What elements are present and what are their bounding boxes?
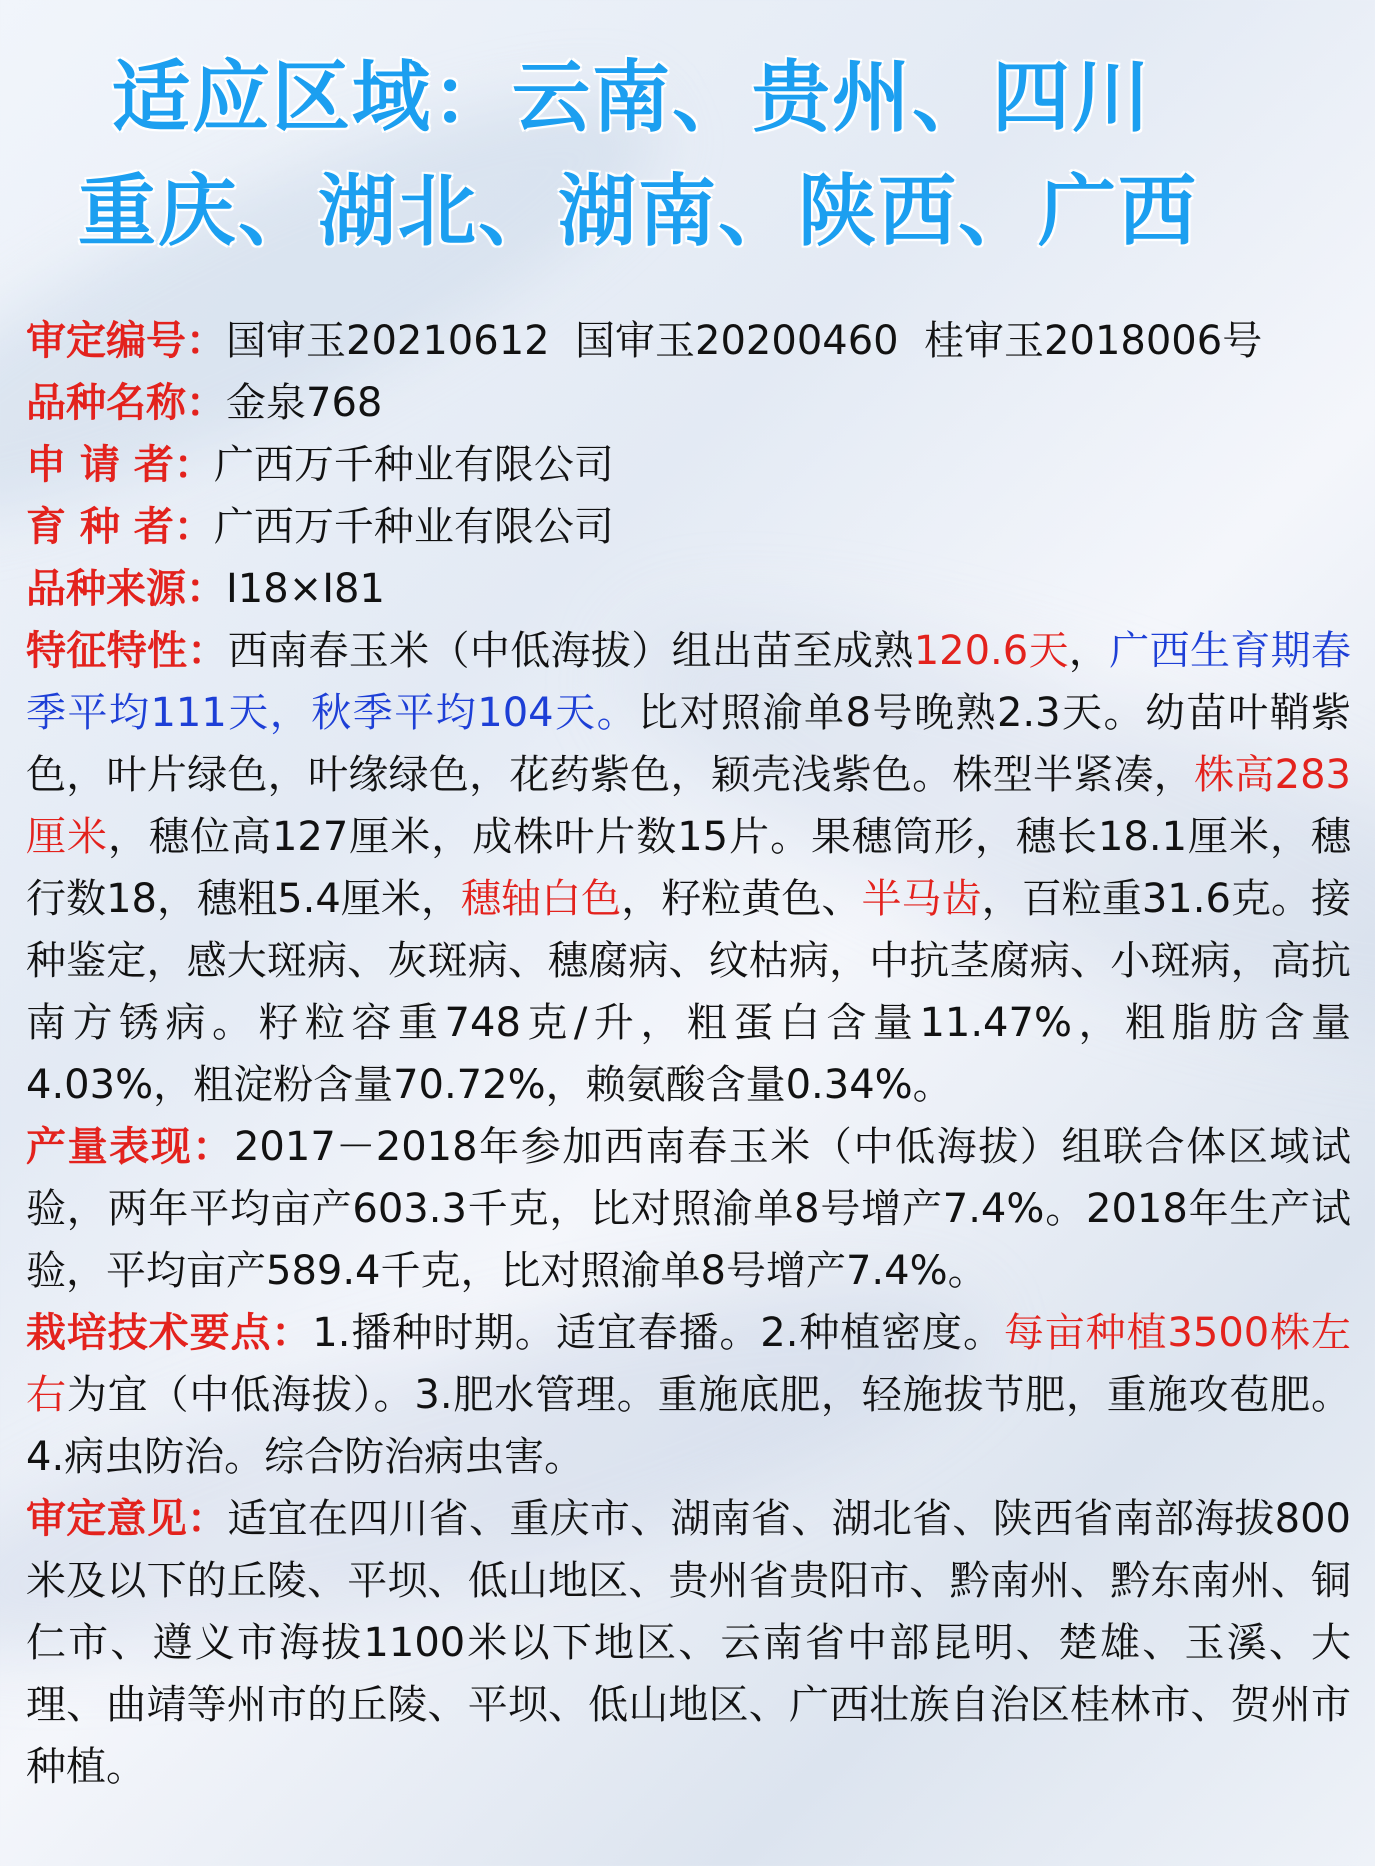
source-value: I18×I81 [226,566,385,612]
applicant-label: 申 请 者： [26,442,214,488]
cultivation-text: 1.播种时期。适宜春播。2.种植密度。 [312,1310,1004,1356]
traits-text: ，百粒重31.6克。接种鉴定，感大斑病、灰斑病、穗腐病、纹枯病，中抗茎腐病、小斑病，高抗南方锈病。籽粒容重748克/升，粗蛋白含量11.47%，粗脂肪含量4.03%，粗淀粉含量70.72%，赖氨酸含量0.34%。 [26,876,1352,1108]
traits-text: ，籽粒黄色、 [621,876,862,922]
variety-name-label: 品种名称： [26,380,226,426]
source-row [26,558,1351,620]
applicant-row [26,434,1351,496]
traits-text: ， [1068,628,1110,674]
applicant-value: 广西万千种业有限公司 [213,442,614,488]
breeder-label: 育 种 者： [26,504,214,550]
yield-paragraph [26,1116,1351,1302]
approval-number-row [26,310,1351,372]
cultivation-text: 为宜（中低海拔）。3.肥水管理。重施底肥，轻施拔节肥，重施攻苞肥。4.病虫防治。综合防治病虫害。 [26,1372,1351,1480]
approval-number-value: 国审玉20210612 国审玉20200460 桂审玉2018006号 [226,318,1263,364]
yield-label: 产量表现： [26,1124,234,1170]
source-label: 品种来源： [26,566,226,612]
traits-highlight-guangxi-period: 广西生育期春季平均111天，秋季平均104天。 [26,628,1352,736]
traits-highlight-kernel-type: 半马齿 [861,876,982,922]
variety-name-value: 金泉768 [226,380,383,426]
traits-text: 比对照渝单8号晚熟2.3天。幼苗叶鞘紫色，叶片绿色，叶缘绿色，花药紫色，颖壳浅紫色。株型半紧凑， [26,690,1351,798]
cultivation-highlight-density: 每亩种植3500株左右 [26,1310,1352,1418]
opinion-paragraph [26,1488,1351,1798]
traits-text: ，穗位高127厘米，成株叶片数15片。果穗筒形，穗长18.1厘米，穗行数18，穗粗5.4厘米， [26,814,1352,922]
cultivation-paragraph [26,1302,1351,1488]
breeder-value: 广西万千种业有限公司 [213,504,614,550]
opinion-text: 适宜在四川省、重庆市、湖南省、湖北省、陕西省南部海拔800米及以下的丘陵、平坝、低山地区、贵州省贵阳市、黔南州、黔东南州、铜仁市、遵义市海拔1100米以下地区、云南省中部昆明、楚雄、玉溪、大理、曲靖等州市的丘陵、平坝、低山地区、广西壮族自治区桂林市、贺州市种植。 [26,1496,1352,1790]
traits-highlight-cob-color: 穗轴白色 [461,876,622,922]
cultivation-label: 栽培技术要点： [26,1310,313,1356]
headline-line-1: 适应区域：云南、贵州、四川 [112,53,1153,143]
breeder-row [26,496,1351,558]
yield-text: 2017－2018年参加西南春玉米（中低海拔）组联合体区域试验，两年平均亩产603.3千克，比对照渝单8号增产7.4%。2018年生产试验，平均亩产589.4千克，比对照渝单8号增产7.4%。 [26,1124,1352,1294]
traits-label: 特征特性： [26,628,228,674]
traits-highlight-maturity: 120.6天 [913,628,1069,674]
variety-name-row [26,372,1351,434]
traits-highlight-plant-height: 株高283厘米 [26,752,1351,860]
traits-paragraph [26,620,1351,1116]
variety-info [26,310,1351,1798]
approval-number-label: 审定编号： [26,318,226,364]
headline-line-2: 重庆、湖北、湖南、陕西、广西 [78,167,1199,257]
traits-text: 西南春玉米（中低海拔）组出苗至成熟 [227,628,914,674]
opinion-label: 审定意见： [26,1496,228,1542]
